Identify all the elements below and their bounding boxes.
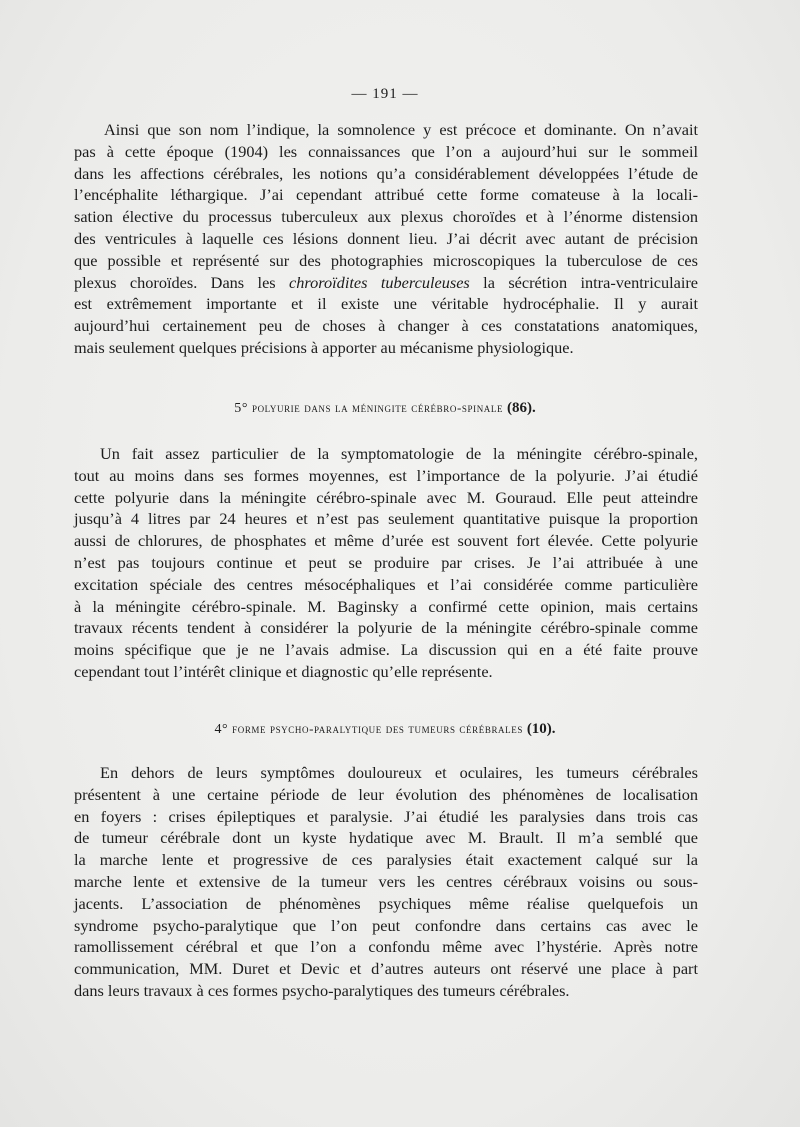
text-line: jusqu’à 4 litres par 24 heures et n’est pas seulement quantitative puisque la proportion bbox=[74, 509, 698, 529]
text-line: jacents. L’association de phénomènes psychiques même réalise quelquefois un bbox=[74, 893, 698, 913]
section-reference: (86). bbox=[506, 400, 536, 416]
page-number: — 191 — bbox=[351, 86, 419, 102]
text-line: marche lente et extensive de la tumeur vers les centres cérébraux voisins ou sous- bbox=[74, 871, 698, 891]
text-line: Un fait assez particulier de la symptomatologie de la méningite cérébro-spinale, bbox=[100, 444, 698, 463]
text-line: cependant tout l’intérêt clinique et diagnostic qu’elle représente. bbox=[74, 661, 493, 681]
text-line: Ainsi que son nom l’indique, la somnolence y est précoce et dominante. On n’avait bbox=[104, 120, 698, 139]
italic-term: chroroïdites tuberculeuses bbox=[289, 272, 470, 292]
paragraph-somnolence bbox=[74, 119, 698, 359]
text-line: En dehors de leurs symptômes douloureux et oculaires, les tumeurs cérébrales bbox=[100, 763, 698, 782]
section-title: polyurie dans la méningite cérébro-spinale bbox=[251, 400, 504, 415]
text-line: moins spécifique que je ne l’avais admise. La discussion qui en a été faite prouve bbox=[74, 640, 698, 660]
text-run: la sécrétion intra-ventriculaire bbox=[469, 272, 699, 292]
text-line: dans les affections cérébrales, les notions qu’a considérablement développées l’étude de bbox=[74, 163, 698, 183]
text-line: des ventricules à laquelle ces lésions donnent lieu. J’ai décrit avec autant de précision bbox=[74, 228, 698, 248]
text-line: sation élective du processus tuberculeux aux plexus choroïdes et à l’énorme distension bbox=[74, 207, 698, 227]
section-heading-tumeurs bbox=[0, 721, 770, 738]
text-line: à la méningite cérébro-spinale. M. Baginsky a confirmé cette opinion, mais certains bbox=[74, 596, 698, 616]
section-number: 4° bbox=[214, 722, 229, 737]
paragraph-tumeurs bbox=[74, 762, 698, 1002]
text-line: excitation spéciale des centres mésocéphaliques et l’ai considérée comme particulière bbox=[74, 574, 698, 594]
text-line: est extrêmement importante et il existe une véritable hydrocéphalie. Il y aurait bbox=[74, 294, 698, 314]
text-line: la marche lente et progressive de ces paralysies était exactement calqué sur la bbox=[74, 850, 698, 870]
text-line: de tumeur cérébrale dont un kyste hydatique avec M. Brault. Il m’a semblé que bbox=[74, 828, 698, 848]
text-line: aujourd’hui certainement peu de choses à changer à ces constatations anatomiques, bbox=[74, 316, 698, 336]
section-heading-polyurie bbox=[0, 400, 770, 417]
text-line: présentent à une certaine période de leur évolution des phénomènes de localisation bbox=[74, 784, 698, 804]
text-line: aussi de chlorures, de phosphates et même d’urée est souvent fort élevée. Cette polyurie bbox=[74, 531, 698, 551]
text-line: syndrome psycho-paralytique que l’on peut confondre dans certains cas avec le bbox=[74, 915, 698, 935]
text-line: travaux récents tendent à considérer la polyurie de la méningite cérébro-spinale comme bbox=[74, 618, 698, 638]
text-line: ramollissement cérébral et que l’on a confondu même avec l’hystérie. Après notre bbox=[74, 937, 698, 957]
text-run: plexus choroïdes. Dans les bbox=[74, 272, 290, 292]
paragraph-polyurie bbox=[74, 443, 698, 683]
text-line: en foyers : crises épileptiques et paralysie. J’ai étudié les paralysies dans trois cas bbox=[74, 806, 698, 826]
text-line: l’encéphalite léthargique. J’ai cependant attribué cette forme comateuse à la locali- bbox=[74, 185, 698, 205]
text-line: mais seulement quelques précisions à apporter au mécanisme physiologique. bbox=[74, 337, 574, 357]
text-line: communication, MM. Duret et Devic et d’autres auteurs ont réservé une place à part bbox=[74, 959, 698, 979]
section-title: forme psycho-paralytique des tumeurs cérébrales bbox=[232, 721, 523, 736]
section-number: 5° bbox=[234, 401, 249, 416]
text-line: pas à cette époque (1904) les connaissances que l’on a aujourd’hui sur le sommeil bbox=[74, 141, 698, 161]
text-line: n’est pas toujours continue et peut se produire par crises. Je l’ai attribuée à une bbox=[74, 552, 698, 572]
text-line bbox=[74, 272, 698, 294]
text-line: dans leurs travaux à ces formes psycho-paralytiques des tumeurs cérébrales. bbox=[74, 980, 570, 1000]
text-line: cette polyurie dans la méningite cérébro-spinale avec M. Gouraud. Elle peut atteindre bbox=[74, 487, 698, 507]
section-reference: (10). bbox=[526, 721, 556, 737]
text-line: tout au moins dans ses formes moyennes, est l’importance de la polyurie. J’ai étudié bbox=[74, 465, 698, 485]
text-line: que possible et représenté sur des photographies microscopiques la tuberculose de ces bbox=[74, 250, 698, 270]
